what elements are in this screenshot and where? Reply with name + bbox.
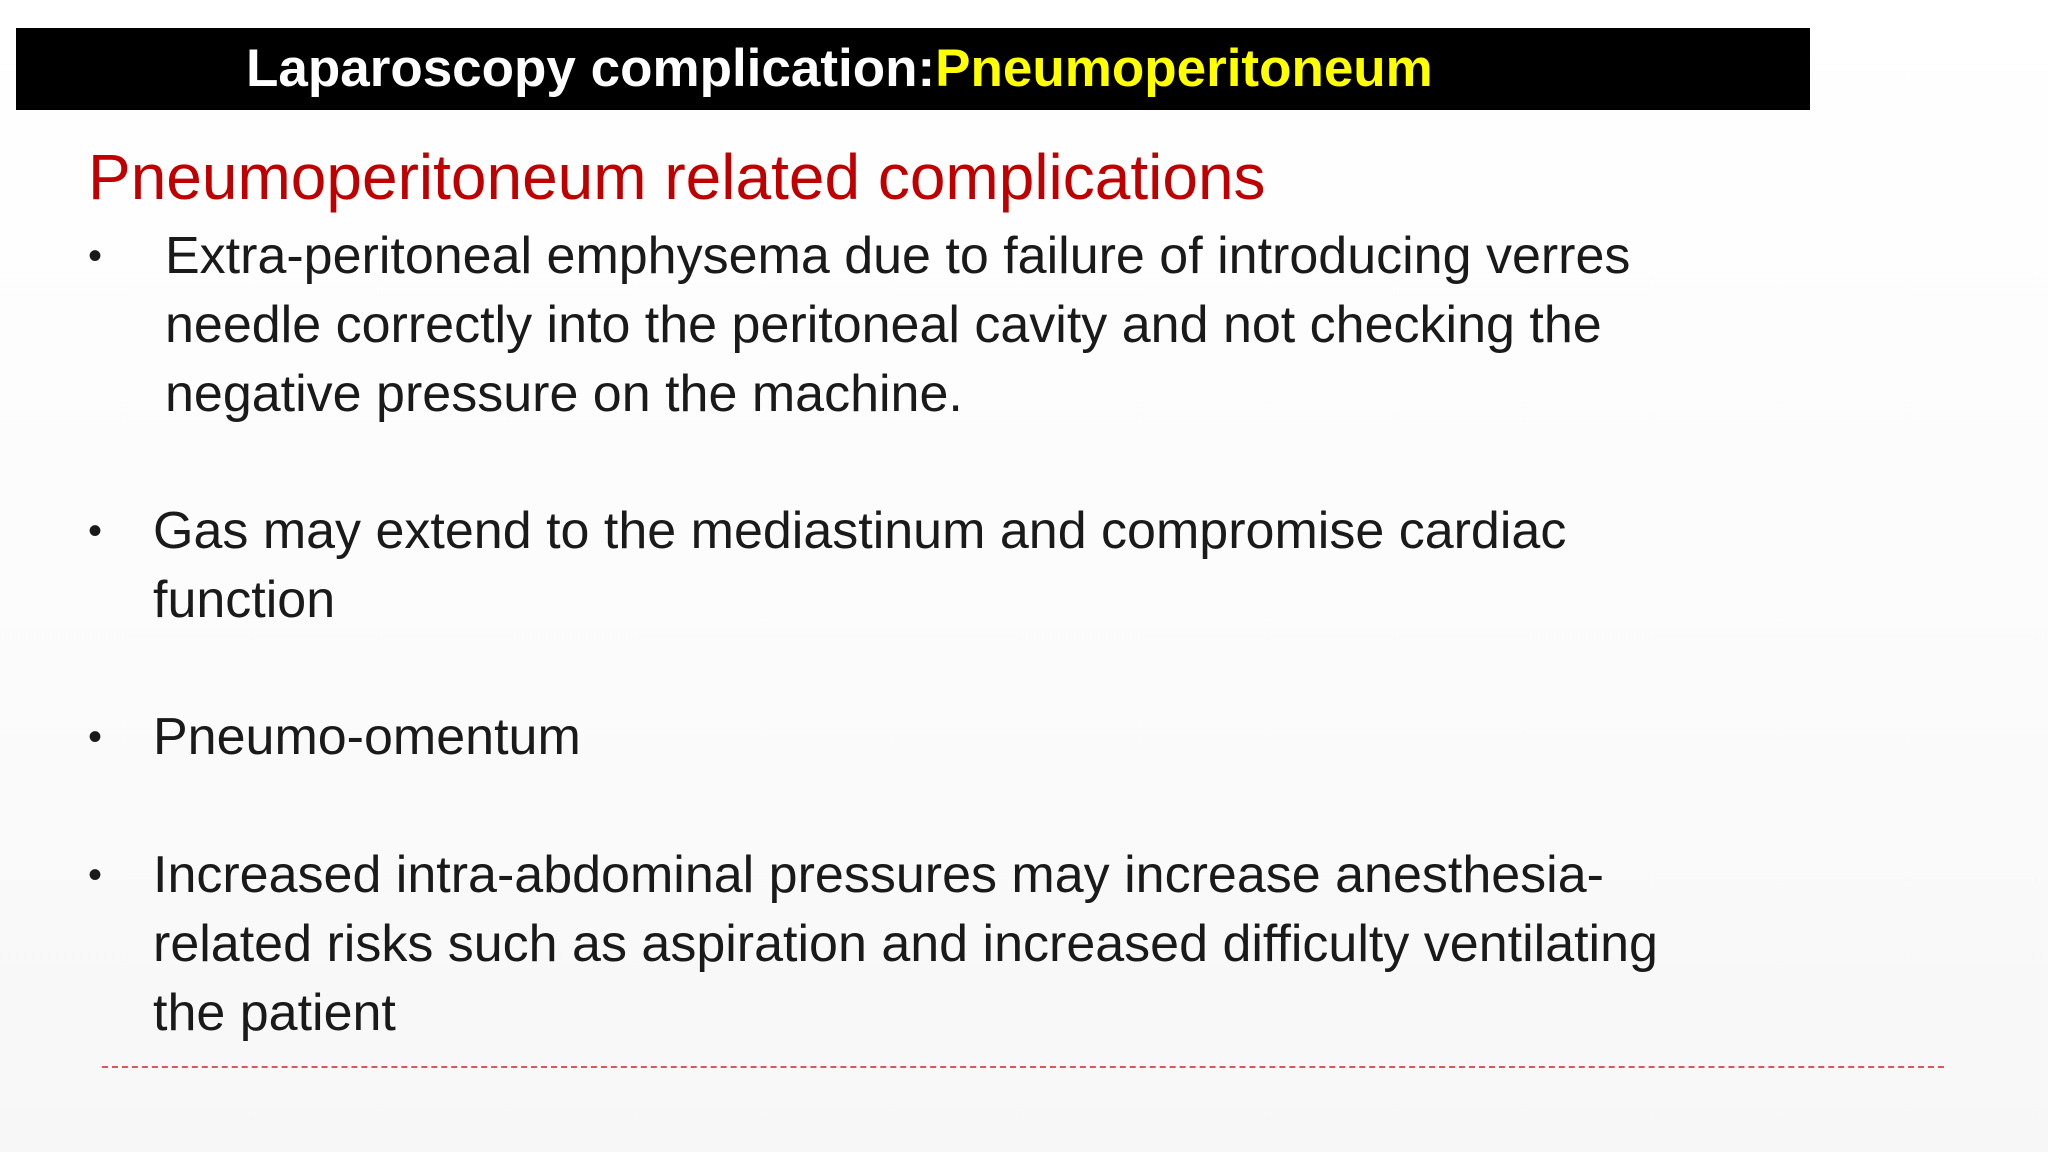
bullet-icon: • xyxy=(88,853,103,897)
bullet-text: Extra-peritoneal emphysema due to failure of introducing verres needle correctly into the peritoneal cavity and not checking the negative pressure on the machine. xyxy=(165,227,1631,423)
bullet-item-pneumo-omentum xyxy=(88,703,1888,773)
title-bar xyxy=(16,28,1810,110)
bullet-text: Increased intra-abdominal pressures may increase anesthesia- related risks such as aspiration and increased difficulty ventilating the patient xyxy=(153,846,1658,1042)
bullet-text: Pneumo-omentum xyxy=(153,708,581,766)
slide-title xyxy=(246,28,1433,110)
dashed-divider xyxy=(102,1066,1944,1068)
bullet-icon: • xyxy=(88,715,103,759)
title-highlight: Pneumoperitoneum xyxy=(935,39,1433,98)
bullet-icon: • xyxy=(88,509,103,553)
title-prefix: Laparoscopy complication: xyxy=(246,39,936,98)
bullet-item-mediastinum-gas xyxy=(88,497,1888,637)
bullet-item-extra-peritoneal-emphysema xyxy=(88,222,1888,432)
bullet-item-intra-abdominal-pressure xyxy=(88,841,1888,1051)
section-heading: Pneumoperitoneum related complications xyxy=(88,141,1266,213)
bullet-text: Gas may extend to the mediastinum and compromise cardiac function xyxy=(153,502,1567,629)
bullet-icon: • xyxy=(88,234,103,278)
